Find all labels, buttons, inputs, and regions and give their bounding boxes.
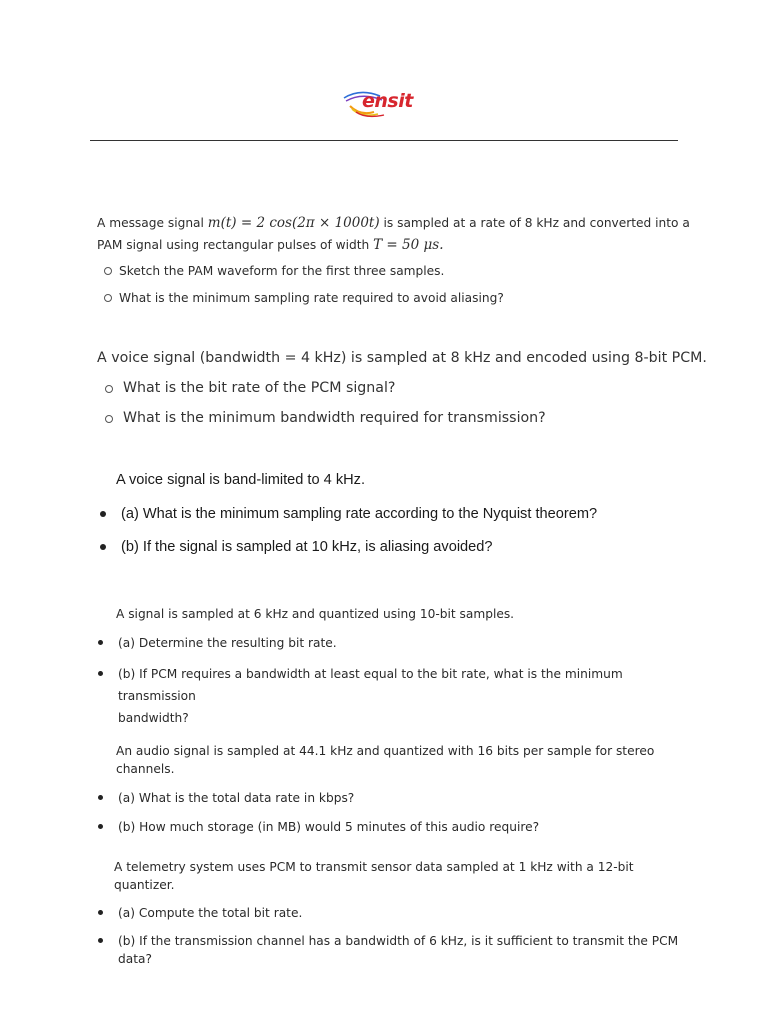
list-item-text: What is the bit rate of the PCM signal? bbox=[123, 380, 396, 396]
bullet-icon bbox=[98, 938, 103, 943]
list-item-text: (b) If the transmission channel has a bandwidth of 6 kHz, is it sufficient to transmit the PCM data? bbox=[118, 934, 679, 966]
list-item-text: What is the minimum sampling rate required to avoid aliasing? bbox=[119, 291, 504, 305]
list-item-text: (b) If PCM requires a bandwidth at least equal to the bit rate, what is the minimum transmission bbox=[118, 667, 623, 703]
question-1-intro bbox=[97, 212, 697, 256]
intro-text: A message signal bbox=[97, 216, 208, 230]
hollow-bullet-icon bbox=[104, 294, 112, 302]
hollow-bullet-icon bbox=[105, 415, 113, 423]
list-item-text: bandwidth? bbox=[118, 711, 189, 725]
intro-text: PAM signal using rectangular pulses of width bbox=[97, 238, 374, 252]
logo-text: ensit bbox=[362, 90, 413, 112]
question-4-intro: A signal is sampled at 6 kHz and quantized using 10-bit samples. bbox=[116, 607, 515, 621]
intro-text: is sampled at a rate of 8 kHz and converted into a bbox=[379, 216, 690, 230]
question-3-intro: A voice signal is band-limited to 4 kHz. bbox=[116, 472, 366, 488]
bullet-icon bbox=[100, 511, 106, 517]
list-item bbox=[97, 663, 697, 729]
math-expression: T = 50 μs. bbox=[373, 237, 444, 253]
ensit-logo bbox=[340, 86, 430, 120]
list-item-text: (b) If the signal is sampled at 10 kHz, is aliasing avoided? bbox=[121, 539, 493, 555]
list-item-text: (a) Determine the resulting bit rate. bbox=[118, 636, 337, 650]
header-divider bbox=[90, 140, 678, 141]
list-item-text: Sketch the PAM waveform for the first three samples. bbox=[119, 264, 445, 278]
math-expression: m(t) = 2 cos(2π × 1000t) bbox=[207, 215, 380, 231]
list-item bbox=[97, 287, 697, 309]
bullet-icon bbox=[98, 671, 103, 676]
question-6-intro: A telemetry system uses PCM to transmit sensor data sampled at 1 kHz with a 12-bit quantizer. bbox=[114, 860, 634, 892]
list-item bbox=[97, 503, 717, 525]
question-5 bbox=[97, 742, 697, 836]
list-item bbox=[97, 818, 697, 836]
question-1 bbox=[97, 212, 697, 309]
question-3 bbox=[97, 469, 717, 558]
list-item bbox=[97, 260, 697, 282]
list-item bbox=[97, 932, 697, 968]
list-item-text: (b) How much storage (in MB) would 5 minutes of this audio require? bbox=[118, 820, 540, 834]
bullet-icon bbox=[98, 910, 103, 915]
bullet-icon bbox=[98, 824, 103, 829]
hollow-bullet-icon bbox=[105, 385, 113, 393]
question-2 bbox=[97, 347, 717, 429]
hollow-bullet-icon bbox=[104, 267, 112, 275]
list-item-text: (a) What is the total data rate in kbps? bbox=[118, 791, 355, 805]
bullet-icon bbox=[98, 795, 103, 800]
list-item bbox=[97, 536, 717, 558]
list-item-text: (a) Compute the total bit rate. bbox=[118, 906, 303, 920]
bullet-icon bbox=[98, 640, 103, 645]
question-4 bbox=[97, 605, 697, 729]
list-item bbox=[97, 789, 697, 807]
question-5-intro: An audio signal is sampled at 44.1 kHz and quantized with 16 bits per sample for stereo channels. bbox=[116, 744, 655, 776]
bullet-icon bbox=[100, 544, 106, 550]
list-item bbox=[97, 377, 717, 399]
question-2-intro: A voice signal (bandwidth = 4 kHz) is sampled at 8 kHz and encoded using 8-bit PCM. bbox=[97, 350, 707, 366]
list-item-text: What is the minimum bandwidth required for transmission? bbox=[123, 410, 546, 426]
question-6 bbox=[97, 858, 697, 968]
list-item bbox=[97, 904, 697, 922]
list-item bbox=[97, 634, 697, 652]
list-item bbox=[97, 407, 717, 429]
list-item-text: (a) What is the minimum sampling rate according to the Nyquist theorem? bbox=[121, 506, 598, 522]
